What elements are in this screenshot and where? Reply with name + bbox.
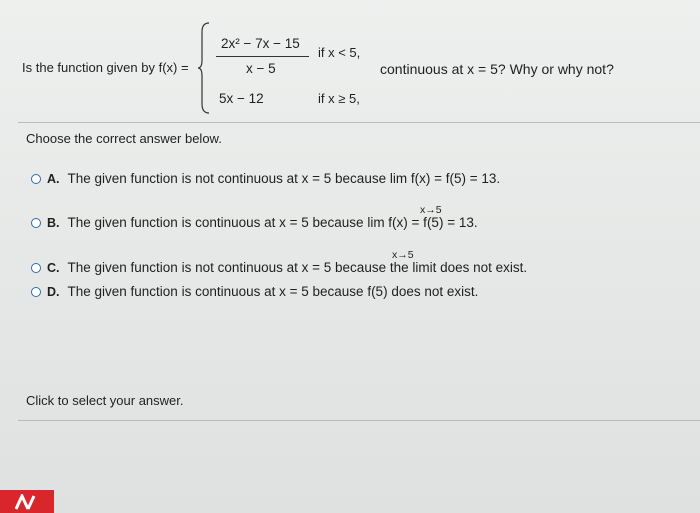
option-c-letter: C. — [47, 260, 60, 275]
piece1-condition: if x < 5, — [318, 45, 361, 60]
option-a[interactable] — [31, 171, 500, 186]
instruction-text: Choose the correct answer below. — [26, 131, 222, 146]
option-c[interactable] — [31, 260, 527, 275]
option-a-letter: A. — [47, 171, 60, 186]
divider — [18, 122, 700, 123]
option-b[interactable] — [31, 215, 478, 230]
piece1-denominator: x − 5 — [246, 61, 276, 76]
option-c-text: The given function is not continuous at x = 5 because the limit does not exist. — [67, 260, 528, 275]
brand-logo-mark — [14, 494, 38, 510]
radio-d[interactable] — [31, 287, 41, 297]
piece2-condition: if x ≥ 5, — [318, 91, 360, 106]
brand-logo — [0, 490, 54, 513]
option-d-text: The given function is continuous at x = 5 because f(5) does not exist. — [67, 284, 479, 299]
left-brace — [197, 22, 211, 114]
option-d[interactable] — [31, 284, 478, 299]
footer-divider — [18, 420, 700, 421]
piece1-numerator: 2x² − 7x − 15 — [221, 36, 300, 51]
question-suffix: continuous at x = 5? Why or why not? — [380, 61, 614, 77]
footer-hint: Click to select your answer. — [26, 393, 184, 408]
radio-a[interactable] — [31, 174, 41, 184]
radio-b[interactable] — [31, 218, 41, 228]
option-d-letter: D. — [47, 284, 60, 299]
option-b-letter: B. — [47, 215, 60, 230]
piece2-expression: 5x − 12 — [219, 91, 264, 106]
fraction-bar — [216, 56, 309, 57]
option-a-limit-subscript: x→5 — [420, 204, 442, 216]
option-a-text: The given function is not continuous at x = 5 because lim f(x) = f(5) = 13. — [67, 171, 501, 186]
question-prefix: Is the function given by f(x) = — [22, 60, 189, 75]
option-b-limit-subscript: x→5 — [392, 249, 414, 261]
option-b-text: The given function is continuous at x = 5 because lim f(x) = f(5) = 13. — [67, 215, 478, 230]
radio-c[interactable] — [31, 263, 41, 273]
